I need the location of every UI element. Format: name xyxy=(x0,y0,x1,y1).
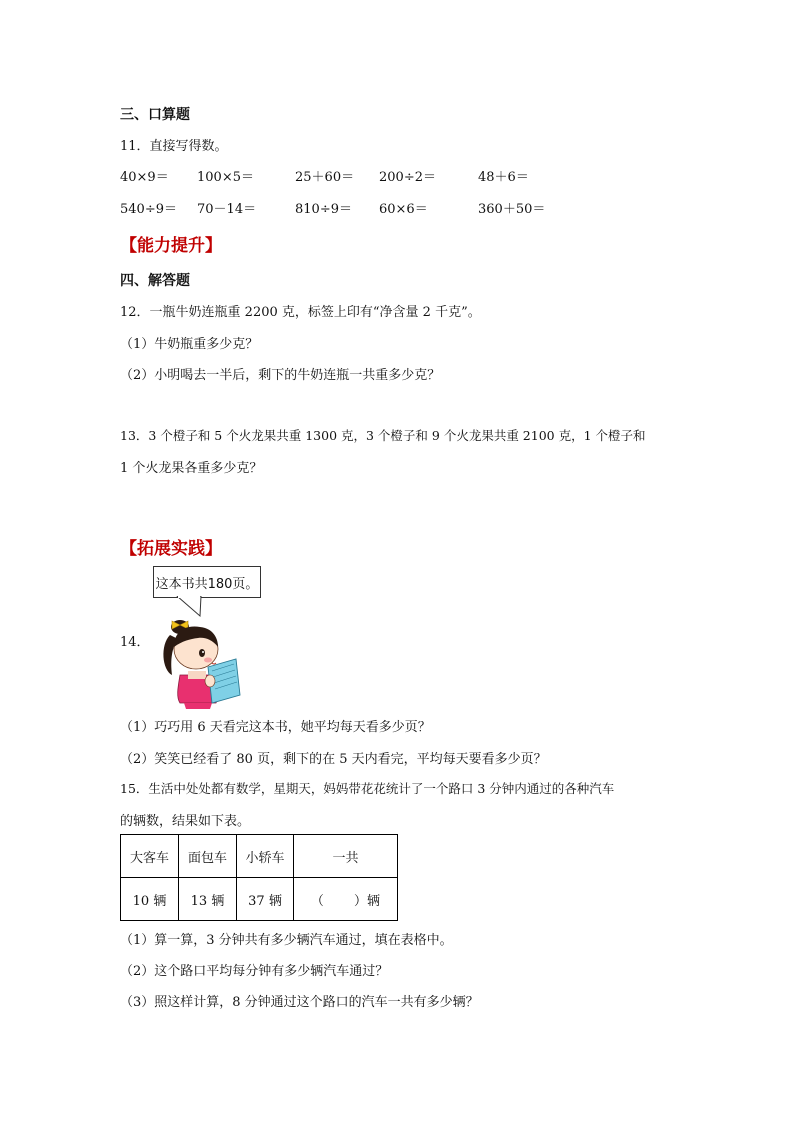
question-15-line-2: 的辆数，结果如下表。 xyxy=(120,814,251,829)
question-15-part-1: （1）算一算，3 分钟共有多少辆汽车通过，填在表格中。 xyxy=(120,933,453,948)
table-answer-cell[interactable]: （ ）辆 xyxy=(294,878,398,921)
oral-item: 360＋50＝ xyxy=(478,202,546,217)
table-header-cell: 面包车 xyxy=(179,835,237,878)
oral-item: 25＋60＝ xyxy=(295,170,355,185)
question-15-part-2: （2）这个路口平均每分钟有多少辆汽车通过？ xyxy=(120,964,389,979)
ability-heading: 【能力提升】 xyxy=(120,236,222,256)
oral-item: 60×6＝ xyxy=(379,202,428,217)
question-12-part-2: （2）小明喝去一半后，剩下的牛奶连瓶一共重多少克？ xyxy=(120,368,441,383)
oral-item: 810÷9＝ xyxy=(295,202,352,217)
section-heading-oral: 三、口算题 xyxy=(120,107,190,123)
question-11: 11．直接写得数。 xyxy=(120,139,228,154)
table-cell: 13 辆 xyxy=(179,878,237,921)
oral-item: 100×5＝ xyxy=(197,170,254,185)
table-header-cell: 一共 xyxy=(294,835,398,878)
oral-item: 48＋6＝ xyxy=(478,170,529,185)
speech-bubble-text: 这本书共180页。 xyxy=(155,576,259,592)
oral-item: 40×9＝ xyxy=(120,170,169,185)
oral-item: 70－14＝ xyxy=(197,202,257,217)
question-14-number: 14． xyxy=(120,635,150,650)
oral-row-1 xyxy=(120,166,680,186)
table-row xyxy=(121,878,398,921)
girl-reading-illustration xyxy=(158,615,248,710)
question-15-line-1: 15．生活中处处都有数学，星期天，妈妈带花花统计了一个路口 3 分钟内通过的各种汽车 xyxy=(120,781,615,796)
table-cell: 10 辆 xyxy=(121,878,179,921)
vehicle-count-table xyxy=(120,834,398,921)
question-13-line-1: 13．3 个橙子和 5 个火龙果共重 1300 克，3 个橙子和 9 个火龙果共重 2100 克，1 个橙子和 xyxy=(120,428,646,443)
question-14-part-2: （2）笑笑已经看了 80 页，剩下的在 5 天内看完，平均每天要看多少页？ xyxy=(120,752,547,767)
section-heading-answer: 四、解答题 xyxy=(120,273,190,289)
oral-row-2 xyxy=(120,198,680,218)
oral-item: 540÷9＝ xyxy=(120,202,177,217)
table-header-cell: 大客车 xyxy=(121,835,179,878)
question-13-line-2: 1 个火龙果各重多少克？ xyxy=(120,461,263,476)
table-cell: 37 辆 xyxy=(237,878,294,921)
question-12: 12．一瓶牛奶连瓶重 2200 克，标签上印有“净含量 2 千克”。 xyxy=(120,305,481,320)
expand-heading: 【拓展实践】 xyxy=(120,539,222,559)
question-15-part-3: （3）照这样计算，8 分钟通过这个路口的汽车一共有多少辆？ xyxy=(120,995,479,1010)
oral-item: 200÷2＝ xyxy=(379,170,436,185)
table-header-row xyxy=(121,835,398,878)
speech-bubble xyxy=(153,566,261,598)
question-14-part-1: （1）巧巧用 6 天看完这本书，她平均每天看多少页？ xyxy=(120,720,431,735)
table-header-cell: 小轿车 xyxy=(237,835,294,878)
question-12-part-1: （1）牛奶瓶重多少克？ xyxy=(120,337,259,352)
